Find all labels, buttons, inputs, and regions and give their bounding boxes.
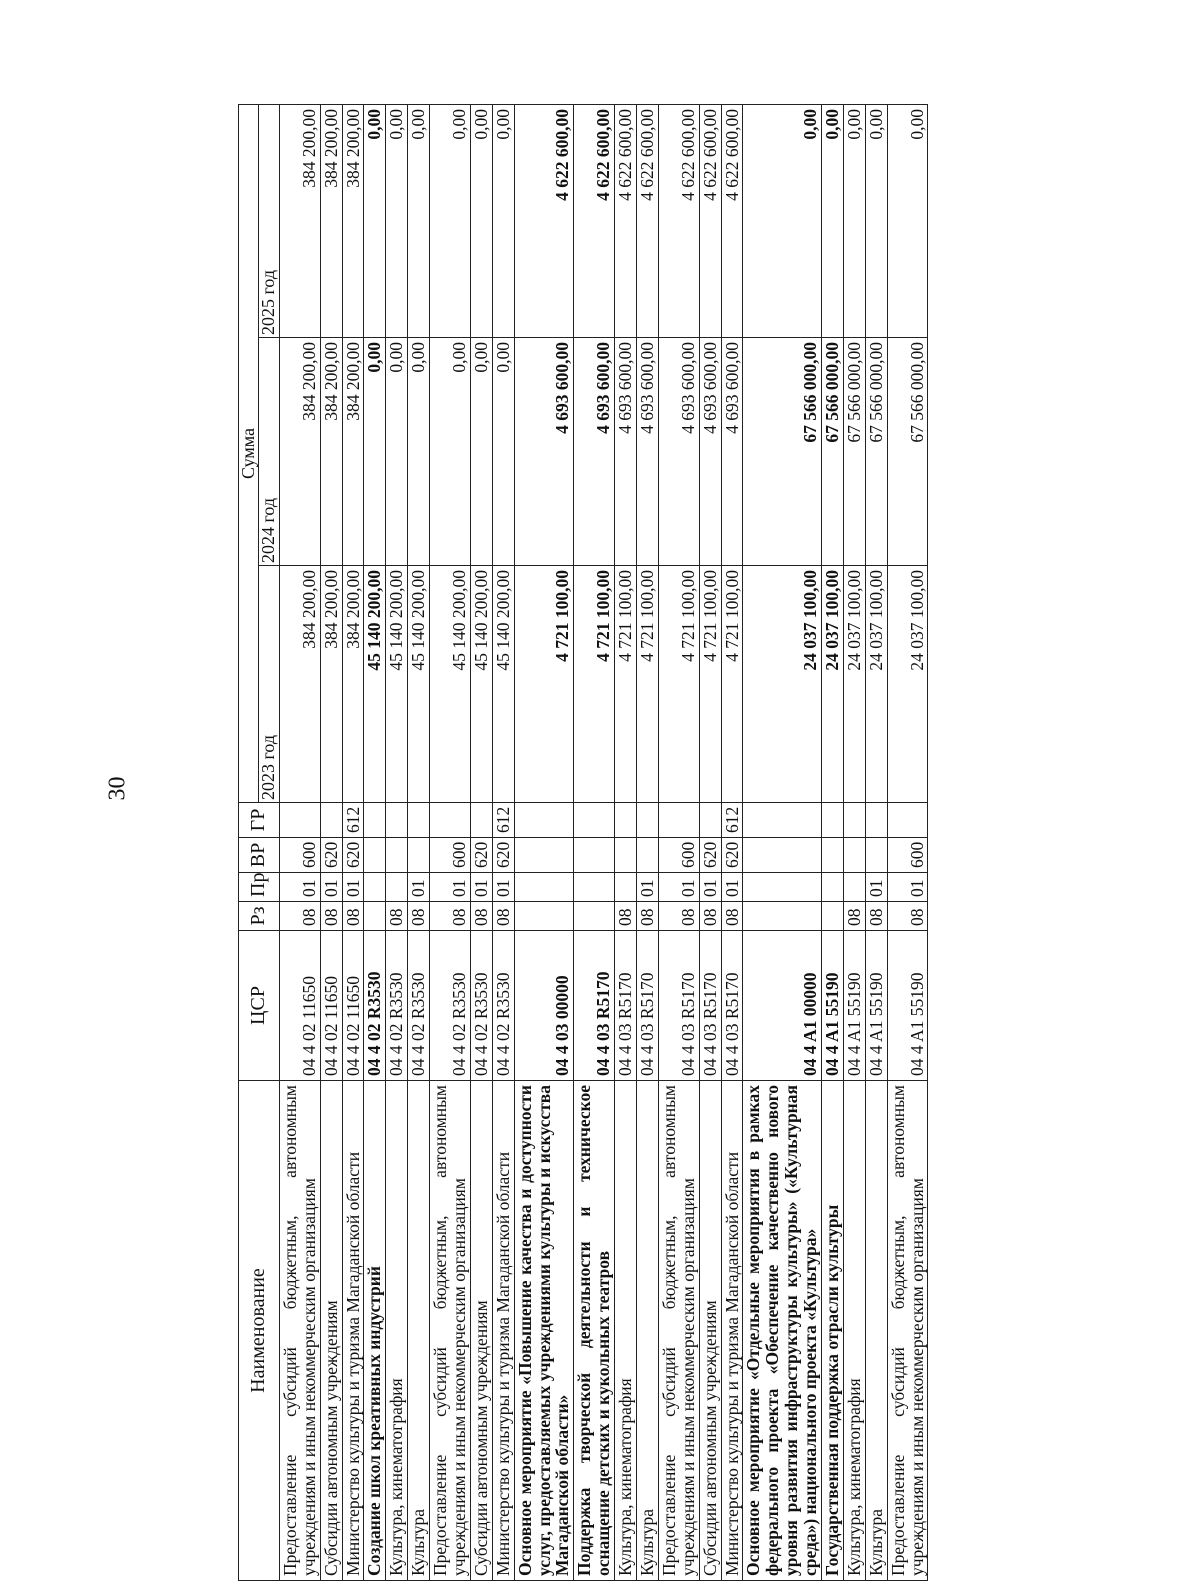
cell-rz [364, 902, 386, 931]
header-vr: ВР [239, 838, 280, 873]
cell-name: Предоставление субсидий бюджетным, автономным учреждениям и иным некоммерческим организациям [430, 1081, 471, 1581]
cell-csr: 04 4 A1 55190 [887, 931, 928, 1081]
cell-name: Субсидии автономным учреждениям [699, 1081, 721, 1581]
cell-y2025: 4 622 600,00 [658, 104, 699, 337]
cell-y2025: 384 200,00 [320, 104, 342, 337]
table-row [637, 104, 659, 1580]
table-row [386, 104, 408, 1580]
cell-csr: 04 4 02 11650 [342, 931, 364, 1081]
header-2024: 2024 год [259, 338, 279, 566]
cell-vr: 600 [658, 838, 699, 873]
cell-gr [658, 803, 699, 838]
cell-gr [320, 803, 342, 838]
cell-pr [364, 873, 386, 902]
header-csr: ЦСР [239, 931, 280, 1081]
cell-y2025: 4 622 600,00 [514, 104, 574, 337]
cell-gr [887, 803, 928, 838]
table-row [408, 104, 430, 1580]
cell-csr: 04 4 03 R5170 [699, 931, 721, 1081]
cell-rz: 08 [615, 902, 637, 931]
table-row [514, 104, 574, 1580]
cell-vr: 620 [492, 838, 514, 873]
cell-gr [430, 803, 471, 838]
cell-name: Предоставление субсидий бюджетным, автономным учреждениям и иным некоммерческим организациям [887, 1081, 928, 1581]
cell-y2025: 4 622 600,00 [699, 104, 721, 337]
cell-gr [822, 803, 844, 838]
cell-y2023: 384 200,00 [342, 566, 364, 803]
cell-y2024: 67 566 000,00 [865, 338, 887, 566]
cell-gr [865, 803, 887, 838]
cell-vr: 600 [887, 838, 928, 873]
table-row [865, 104, 887, 1580]
cell-y2024: 67 566 000,00 [822, 338, 844, 566]
cell-pr [843, 873, 865, 902]
cell-rz: 08 [843, 902, 865, 931]
cell-csr: 04 4 02 R3530 [386, 931, 408, 1081]
cell-y2024: 0,00 [386, 338, 408, 566]
cell-pr [574, 873, 615, 902]
cell-y2023: 4 721 100,00 [637, 566, 659, 803]
cell-vr [386, 838, 408, 873]
cell-y2024: 4 693 600,00 [637, 338, 659, 566]
cell-y2025: 0,00 [865, 104, 887, 337]
cell-y2024: 0,00 [364, 338, 386, 566]
cell-vr [574, 838, 615, 873]
cell-csr: 04 4 03 R5170 [615, 931, 637, 1081]
cell-y2024: 0,00 [408, 338, 430, 566]
cell-y2025: 4 622 600,00 [574, 104, 615, 337]
cell-y2023: 45 140 200,00 [430, 566, 471, 803]
cell-vr [408, 838, 430, 873]
cell-gr [615, 803, 637, 838]
cell-csr: 04 4 03 R5170 [658, 931, 699, 1081]
cell-csr: 04 4 A1 00000 [743, 931, 822, 1081]
table-row [658, 104, 699, 1580]
header-2023: 2023 год [259, 566, 279, 803]
cell-vr [865, 838, 887, 873]
cell-csr: 04 4 03 R5170 [637, 931, 659, 1081]
cell-name: Субсидии автономным учреждениям [320, 1081, 342, 1581]
cell-csr: 04 4 A1 55190 [865, 931, 887, 1081]
cell-y2023: 45 140 200,00 [492, 566, 514, 803]
cell-name: Предоставление субсидий бюджетным, автономным учреждениям и иным некоммерческим организациям [658, 1081, 699, 1581]
cell-y2025: 4 622 600,00 [721, 104, 743, 337]
cell-y2024: 4 693 600,00 [574, 338, 615, 566]
cell-y2024: 67 566 000,00 [843, 338, 865, 566]
cell-csr: 04 4 03 R5170 [721, 931, 743, 1081]
table-row [743, 104, 822, 1580]
table-row [342, 104, 364, 1580]
cell-y2025: 0,00 [364, 104, 386, 337]
cell-y2024: 4 693 600,00 [514, 338, 574, 566]
table-body [279, 104, 928, 1580]
cell-name: Культура, кинематография [386, 1081, 408, 1581]
table-row [887, 104, 928, 1580]
cell-csr: 04 4 02 R3530 [364, 931, 386, 1081]
cell-y2024: 4 693 600,00 [699, 338, 721, 566]
cell-y2025: 0,00 [492, 104, 514, 337]
cell-y2023: 45 140 200,00 [364, 566, 386, 803]
table-row [721, 104, 743, 1580]
cell-y2023: 4 721 100,00 [721, 566, 743, 803]
cell-gr [637, 803, 659, 838]
cell-vr [743, 838, 822, 873]
cell-csr: 04 4 02 R3530 [408, 931, 430, 1081]
cell-y2023: 4 721 100,00 [615, 566, 637, 803]
cell-pr: 01 [865, 873, 887, 902]
cell-pr: 01 [887, 873, 928, 902]
cell-rz: 08 [721, 902, 743, 931]
cell-name: Министерство культуры и туризма Магаданской области [492, 1081, 514, 1581]
header-name: Наименование [239, 1081, 280, 1581]
cell-name: Культура, кинематография [615, 1081, 637, 1581]
cell-vr: 620 [470, 838, 492, 873]
cell-y2023: 24 037 100,00 [743, 566, 822, 803]
cell-y2023: 4 721 100,00 [574, 566, 615, 803]
rotated-table-container [238, 105, 928, 1581]
cell-name: Министерство культуры и туризма Магаданской области [342, 1081, 364, 1581]
cell-y2024: 67 566 000,00 [743, 338, 822, 566]
cell-gr [386, 803, 408, 838]
cell-pr [743, 873, 822, 902]
table-row [843, 104, 865, 1580]
cell-vr: 620 [699, 838, 721, 873]
cell-rz [822, 902, 844, 931]
cell-vr [514, 838, 574, 873]
cell-csr: 04 4 A1 55190 [843, 931, 865, 1081]
cell-y2025: 0,00 [843, 104, 865, 337]
header-rz: Рз [239, 902, 280, 931]
cell-gr: 612 [342, 803, 364, 838]
cell-rz: 08 [637, 902, 659, 931]
table-row [574, 104, 615, 1580]
cell-y2023: 24 037 100,00 [843, 566, 865, 803]
page-number: 30 [104, 776, 131, 801]
cell-pr [386, 873, 408, 902]
cell-y2024: 384 200,00 [342, 338, 364, 566]
cell-name: Основное мероприятие «Отдельные мероприятия в рамках федерального проекта «Обеспечение качественно нового уровня развития инфраструктуры культуры» («Культурная среда») национального проекта «Культура» [743, 1081, 822, 1581]
budget-table [238, 104, 928, 1581]
table-row [492, 104, 514, 1580]
cell-y2025: 4 622 600,00 [637, 104, 659, 337]
cell-name: Поддержка творческой деятельности и техническое оснащение детских и кукольных театров [574, 1081, 615, 1581]
header-pr: Пр [239, 873, 280, 902]
cell-rz [514, 902, 574, 931]
table-row [430, 104, 471, 1580]
cell-gr [514, 803, 574, 838]
table-row [822, 104, 844, 1580]
cell-y2023: 45 140 200,00 [408, 566, 430, 803]
cell-name: Создание школ креативных индустрий [364, 1081, 386, 1581]
cell-gr [470, 803, 492, 838]
cell-name: Основное мероприятие «Повышение качества и доступности услуг, предоставляемых учреждениями культуры и искусства Магаданской области» [514, 1081, 574, 1581]
cell-pr: 01 [320, 873, 342, 902]
cell-y2023: 45 140 200,00 [386, 566, 408, 803]
table-row [615, 104, 637, 1580]
cell-csr: 04 4 02 R3530 [470, 931, 492, 1081]
cell-y2025: 384 200,00 [279, 104, 320, 337]
cell-pr [822, 873, 844, 902]
cell-y2024: 0,00 [492, 338, 514, 566]
cell-y2023: 4 721 100,00 [658, 566, 699, 803]
cell-gr [743, 803, 822, 838]
cell-y2024: 384 200,00 [279, 338, 320, 566]
cell-y2025: 0,00 [408, 104, 430, 337]
cell-pr: 01 [658, 873, 699, 902]
cell-name: Субсидии автономным учреждениям [470, 1081, 492, 1581]
cell-gr [408, 803, 430, 838]
cell-csr: 04 4 02 R3530 [492, 931, 514, 1081]
cell-name: Культура [637, 1081, 659, 1581]
header-2025: 2025 год [259, 104, 279, 337]
cell-y2024: 0,00 [430, 338, 471, 566]
cell-vr [637, 838, 659, 873]
cell-y2024: 4 693 600,00 [658, 338, 699, 566]
cell-y2025: 0,00 [822, 104, 844, 337]
cell-y2023: 384 200,00 [320, 566, 342, 803]
cell-y2024: 384 200,00 [320, 338, 342, 566]
cell-gr [279, 803, 320, 838]
cell-y2024: 4 693 600,00 [721, 338, 743, 566]
cell-y2023: 384 200,00 [279, 566, 320, 803]
cell-vr [364, 838, 386, 873]
cell-y2023: 24 037 100,00 [865, 566, 887, 803]
cell-rz: 08 [320, 902, 342, 931]
table-row [364, 104, 386, 1580]
cell-gr [843, 803, 865, 838]
cell-vr [822, 838, 844, 873]
cell-y2023: 4 721 100,00 [514, 566, 574, 803]
cell-csr: 04 4 02 11650 [279, 931, 320, 1081]
cell-rz: 08 [492, 902, 514, 931]
cell-y2023: 4 721 100,00 [699, 566, 721, 803]
cell-name: Культура, кинематография [843, 1081, 865, 1581]
cell-y2023: 24 037 100,00 [822, 566, 844, 803]
cell-y2024: 4 693 600,00 [615, 338, 637, 566]
cell-gr: 612 [492, 803, 514, 838]
cell-pr [514, 873, 574, 902]
cell-y2023: 24 037 100,00 [887, 566, 928, 803]
cell-pr: 01 [279, 873, 320, 902]
cell-gr [699, 803, 721, 838]
cell-pr: 01 [470, 873, 492, 902]
cell-name: Культура [865, 1081, 887, 1581]
cell-pr: 01 [342, 873, 364, 902]
cell-vr: 600 [430, 838, 471, 873]
cell-rz: 08 [699, 902, 721, 931]
cell-y2025: 0,00 [470, 104, 492, 337]
header-sum: Сумма [239, 104, 259, 802]
cell-name: Государственная поддержка отрасли культуры [822, 1081, 844, 1581]
cell-pr: 01 [408, 873, 430, 902]
cell-rz [743, 902, 822, 931]
cell-y2025: 4 622 600,00 [615, 104, 637, 337]
cell-y2025: 0,00 [386, 104, 408, 337]
cell-pr: 01 [699, 873, 721, 902]
table-row [699, 104, 721, 1580]
cell-pr [615, 873, 637, 902]
cell-y2024: 67 566 000,00 [887, 338, 928, 566]
cell-name: Министерство культуры и туризма Магаданской области [721, 1081, 743, 1581]
cell-name: Культура [408, 1081, 430, 1581]
cell-y2025: 0,00 [743, 104, 822, 337]
cell-csr: 04 4 02 R3530 [430, 931, 471, 1081]
cell-vr: 620 [721, 838, 743, 873]
cell-rz: 08 [408, 902, 430, 931]
cell-name: Предоставление субсидий бюджетным, автономным учреждениям и иным некоммерческим организациям [279, 1081, 320, 1581]
cell-rz: 08 [658, 902, 699, 931]
cell-y2025: 0,00 [430, 104, 471, 337]
cell-gr [574, 803, 615, 838]
cell-gr [364, 803, 386, 838]
cell-vr: 620 [320, 838, 342, 873]
cell-csr: 04 4 03 R5170 [574, 931, 615, 1081]
table-header-row [239, 104, 259, 1580]
cell-vr: 620 [342, 838, 364, 873]
cell-csr: 04 4 03 00000 [514, 931, 574, 1081]
cell-gr: 612 [721, 803, 743, 838]
cell-rz: 08 [342, 902, 364, 931]
cell-rz: 08 [430, 902, 471, 931]
cell-y2025: 0,00 [887, 104, 928, 337]
cell-rz: 08 [279, 902, 320, 931]
cell-rz [574, 902, 615, 931]
cell-rz: 08 [887, 902, 928, 931]
cell-vr [843, 838, 865, 873]
table-row [279, 104, 320, 1580]
table-row [320, 104, 342, 1580]
cell-rz: 08 [865, 902, 887, 931]
cell-pr: 01 [637, 873, 659, 902]
cell-y2025: 384 200,00 [342, 104, 364, 337]
cell-rz: 08 [470, 902, 492, 931]
table-row [470, 104, 492, 1580]
cell-csr: 04 4 02 11650 [320, 931, 342, 1081]
cell-vr: 600 [279, 838, 320, 873]
cell-y2024: 0,00 [470, 338, 492, 566]
cell-pr: 01 [492, 873, 514, 902]
cell-y2023: 45 140 200,00 [470, 566, 492, 803]
cell-csr: 04 4 A1 55190 [822, 931, 844, 1081]
cell-vr [615, 838, 637, 873]
cell-pr: 01 [721, 873, 743, 902]
cell-pr: 01 [430, 873, 471, 902]
cell-rz: 08 [386, 902, 408, 931]
header-gr: ГР [239, 803, 280, 838]
